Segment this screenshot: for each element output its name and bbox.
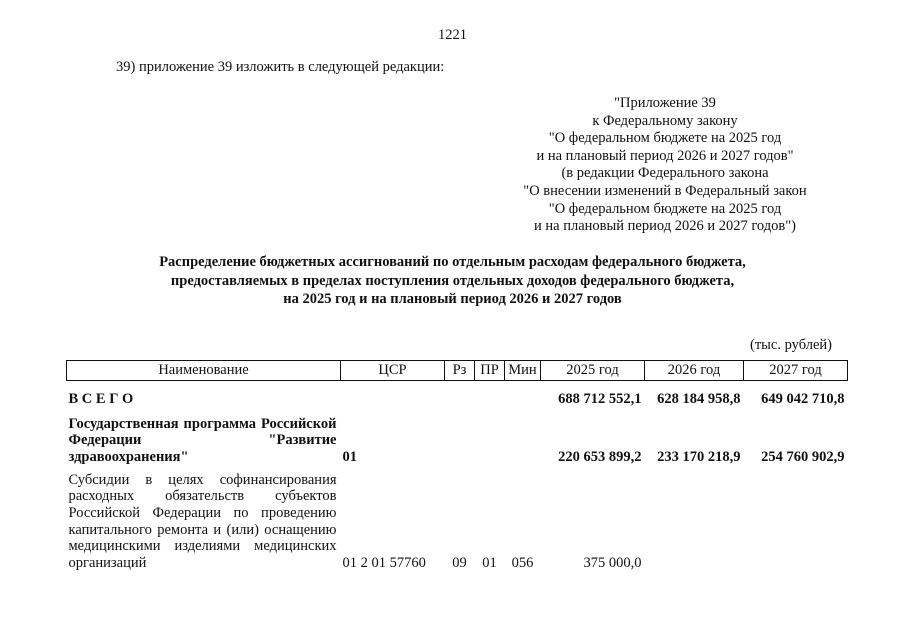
header-2025: 2025 год (541, 361, 645, 381)
row-2025: 688 712 552,1 (558, 391, 642, 407)
row-2027: 649 042 710,8 (761, 391, 845, 407)
header-csr: ЦСР (341, 361, 445, 381)
title-line: Распределение бюджетных ассигнований по отдельным расходам федерального бюджета, (159, 254, 746, 270)
document-title (60, 253, 845, 309)
row-min (505, 408, 541, 466)
intro-text: 39) приложение 39 изложить в следующей редакции: (116, 59, 445, 75)
appendix-line: к Федеральному закону (592, 112, 738, 129)
table-header-row (67, 361, 848, 381)
row-rz: 09 (452, 555, 467, 572)
budget-table (66, 360, 848, 572)
appendix-line: и на плановый период 2026 и 2027 годов") (534, 218, 796, 235)
row-min: 056 (511, 555, 534, 572)
row-2025: 220 653 899,2 (558, 449, 642, 466)
table-row (67, 466, 848, 572)
header-min: Мин (505, 361, 541, 381)
table-row (67, 381, 848, 408)
row-rz (445, 381, 475, 408)
row-csr: 01 2 01 57760 (342, 555, 426, 572)
header-2027: 2027 год (744, 361, 848, 381)
header-name: Наименование (67, 361, 341, 381)
row-pr (475, 381, 505, 408)
row-2027: 254 760 902,9 (761, 449, 845, 466)
row-name: Государственная программа Российской Федерации "Развитие здравоохранения" (68, 415, 337, 466)
table-row (67, 408, 848, 466)
row-2027 (744, 466, 848, 572)
row-name: В С Е Г О (68, 391, 134, 407)
row-2026: 628 184 958,8 (657, 391, 741, 407)
row-2025: 375 000,0 (583, 555, 642, 572)
row-2026 (645, 466, 744, 572)
appendix-line: и на плановый период 2026 и 2027 годов" (536, 147, 794, 164)
header-pr: ПР (475, 361, 505, 381)
appendix-line: (в редакции Федерального закона (561, 165, 769, 182)
page-number: 1221 (438, 27, 467, 43)
appendix-line: "О внесении изменений в Федеральный закон (523, 182, 807, 199)
row-csr: 01 (342, 449, 357, 466)
row-pr (475, 408, 505, 466)
header-rz: Рз (445, 361, 475, 381)
title-line: на 2025 год и на плановый период 2026 и 2027 годов (283, 291, 622, 307)
units-label: (тыс. рублей) (750, 337, 832, 353)
appendix-header (470, 95, 860, 236)
appendix-line: "О федеральном бюджете на 2025 год (548, 200, 782, 217)
row-name: Субсидии в целях софинансирования расходных обязательств субъектов Российской Федерации по проведению капитального ремонта и (или) оснащению медицинскими изделиями медицинских организаций (68, 471, 337, 572)
row-rz (445, 408, 475, 466)
row-2026: 233 170 218,9 (657, 449, 741, 466)
appendix-line: "О федеральном бюджете на 2025 год (548, 130, 782, 147)
appendix-line: "Приложение 39 (614, 95, 716, 111)
title-line: предоставляемых в пределах поступления отдельных доходов федерального бюджета, (170, 272, 735, 289)
row-min (505, 381, 541, 408)
row-pr: 01 (482, 555, 497, 572)
row-csr (341, 381, 445, 408)
header-2026: 2026 год (645, 361, 744, 381)
